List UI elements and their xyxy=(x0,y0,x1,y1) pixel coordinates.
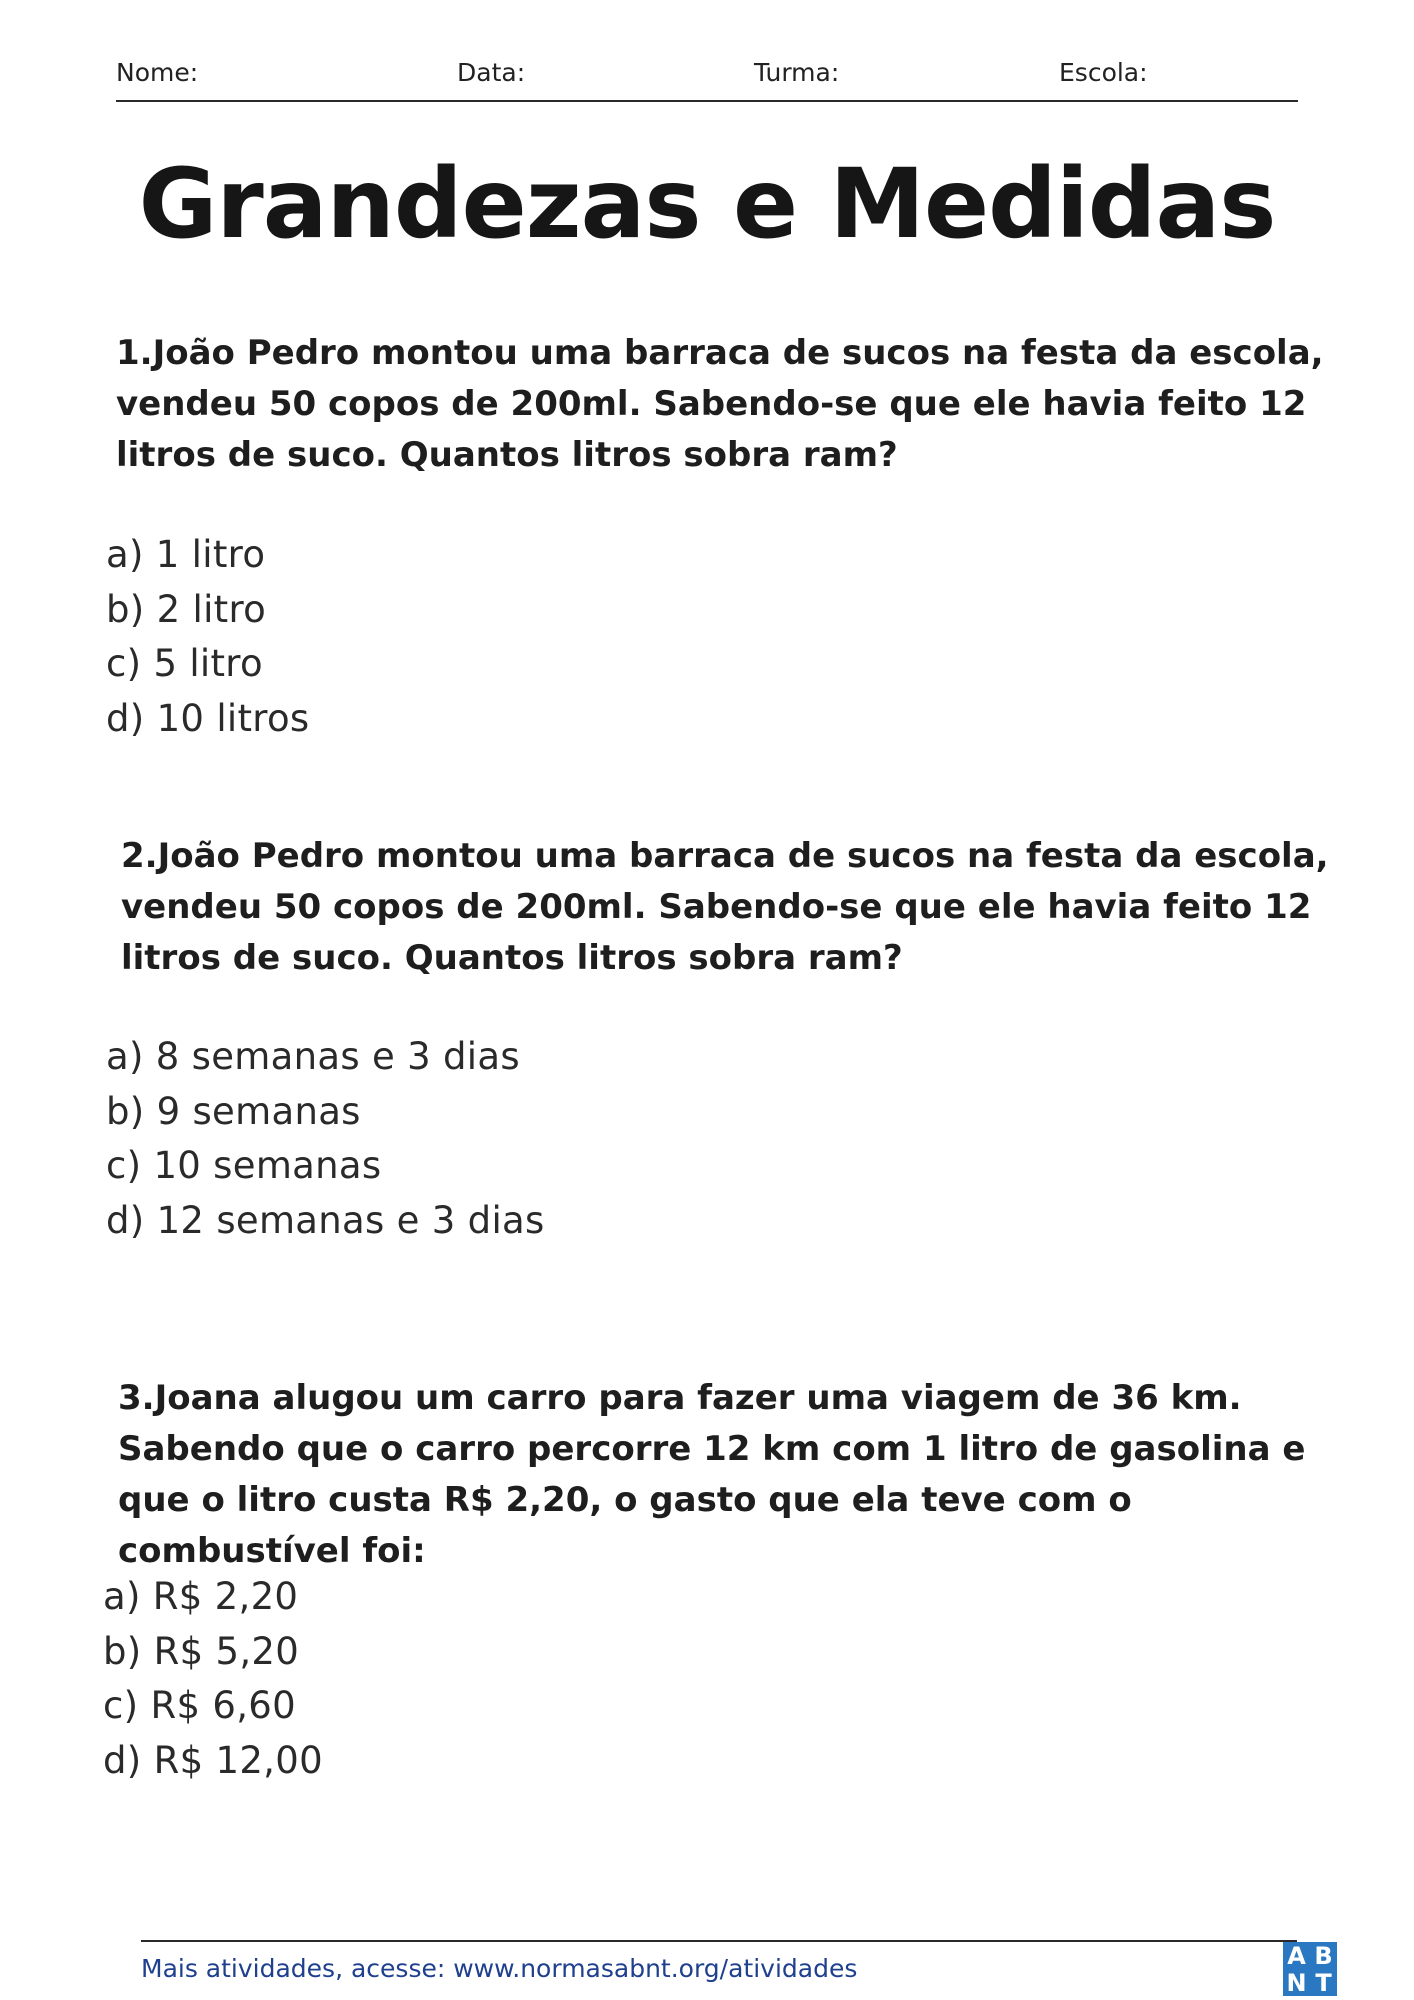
logo-letter-n: N xyxy=(1286,1968,1307,1997)
question-2-option-a: a) 8 semanas e 3 dias xyxy=(106,1035,520,1078)
logo-letter-a: A xyxy=(1287,1941,1306,1970)
abnt-logo xyxy=(1283,1942,1337,1996)
question-1-options xyxy=(106,528,310,746)
question-2-option-b: b) 9 semanas xyxy=(106,1089,361,1133)
escola-label: Escola: xyxy=(1059,58,1148,87)
footer-divider xyxy=(141,1940,1297,1942)
turma-label: Turma: xyxy=(754,58,840,87)
question-1-option-b: b) 2 litro xyxy=(106,587,267,631)
logo-letter-t: T xyxy=(1315,1968,1332,1997)
question-2-text: 2.João Pedro montou uma barraca de sucos na festa da escola, vendeu 50 copos de 200ml. Sabendo-se que ele havia feito 12 litros de suco. Quantos litros sobra ram? xyxy=(121,836,1329,978)
question-2-option-d: d) 12 semanas e 3 dias xyxy=(106,1198,545,1242)
footer-link[interactable]: Mais atividades, acesse: www.normasabnt.org/atividades xyxy=(141,1954,858,1983)
question-3-option-c: c) R$ 6,60 xyxy=(103,1684,296,1727)
question-3-option-d: d) R$ 12,00 xyxy=(103,1738,323,1782)
question-3-text: 3.Joana alugou um carro para fazer uma viagem de 36 km. Sabendo que o carro percorre 12 km com 1 litro de gasolina e que o litro custa R$ 2,20, o gasto que ela teve com o combustível foi: xyxy=(118,1378,1306,1571)
page-title: Grandezas e Medidas xyxy=(138,148,1276,260)
student-info-header xyxy=(116,56,1298,102)
nome-label: Nome: xyxy=(116,58,199,87)
question-1-option-c: c) 5 litro xyxy=(106,642,263,685)
question-3-options xyxy=(103,1570,323,1788)
data-label: Data: xyxy=(457,58,526,87)
question-1-option-d: d) 10 litros xyxy=(106,696,310,740)
question-2-option-c: c) 10 semanas xyxy=(106,1144,382,1187)
question-3-option-a: a) R$ 2,20 xyxy=(103,1575,299,1618)
question-1-text: 1.João Pedro montou uma barraca de sucos na festa da escola, vendeu 50 copos de 200ml. Sabendo-se que ele havia feito 12 litros de suco. Quantos litros sobra ram? xyxy=(116,333,1324,475)
question-3-option-b: b) R$ 5,20 xyxy=(103,1629,300,1673)
logo-letter-b: B xyxy=(1314,1941,1333,1970)
question-2-options xyxy=(106,1030,545,1248)
question-1-option-a: a) 1 litro xyxy=(106,533,266,576)
